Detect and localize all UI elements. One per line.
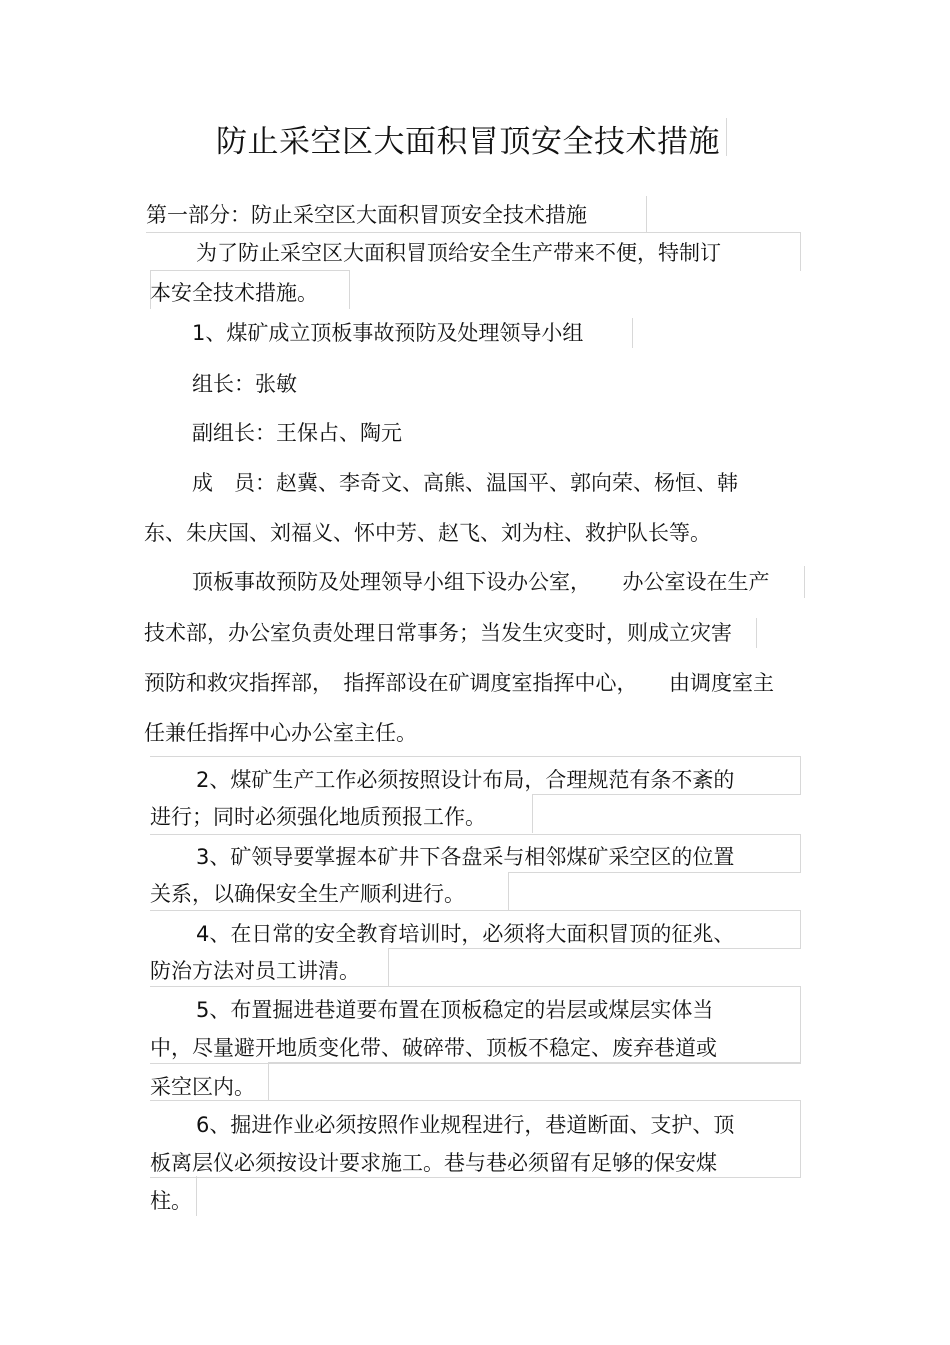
item-line: 柱。 (150, 1189, 192, 1213)
office-line: 任兼任指挥中心办公室主任。 (144, 721, 417, 745)
members-line: 成 员：赵冀、李奇文、高熊、温国平、郭向荣、杨恒、韩 (192, 471, 738, 495)
office-line: 顶板事故预防及处理领导小组下设办公室， 办公室设在生产 (192, 570, 770, 594)
document-title: 防止采空区大面积冒顶安全技术措施 (216, 124, 720, 160)
scan-frame (388, 948, 801, 987)
scan-frame (508, 872, 801, 911)
scan-frame (196, 1176, 207, 1216)
item-line: 3、矿领导要掌握本矿井下各盘采与相邻煤矿采空区的位置 (196, 845, 735, 869)
part-heading: 第一部分：防止采空区大面积冒顶安全技术措施 (146, 203, 587, 227)
item-line: 板离层仪必须按设计要求施工。巷与巷必须留有足够的保安煤 (150, 1151, 717, 1175)
intro-line: 为了防止采空区大面积冒顶给安全生产带来不便，特制订 (196, 241, 721, 265)
intro-line: 本安全技术措施。 (150, 281, 318, 305)
office-line: 预防和救灾指挥部， 指挥部设在矿调度室指挥中心， 由调度室主 (144, 671, 774, 695)
scan-frame (268, 1062, 801, 1101)
deputy-line: 副组长：王保占、陶元 (192, 421, 402, 445)
item-line: 5、布置掘进巷道要布置在顶板稳定的岩层或煤层实体当 (196, 998, 714, 1022)
scan-frame (532, 794, 801, 833)
item-line: 6、掘进作业必须按照作业规程进行，巷道断面、支护、顶 (196, 1113, 735, 1137)
item-line: 2、煤矿生产工作必须按照设计布局，合理规范有条不紊的 (196, 768, 735, 792)
item-line: 防治方法对员工讲清。 (150, 959, 360, 983)
item-line: 关系，以确保安全生产顺利进行。 (150, 882, 465, 906)
item-line: 4、在日常的安全教育培训时，必须将大面积冒顶的征兆、 (196, 922, 735, 946)
item-line: 采空区内。 (150, 1075, 255, 1099)
leader-line: 组长：张敏 (192, 372, 297, 396)
section-heading: 1、煤矿成立顶板事故预防及处理领导小组 (192, 321, 584, 345)
office-line: 技术部，办公室负责处理日常事务；当发生灾变时，则成立灾害 (144, 621, 732, 645)
item-line: 进行；同时必须强化地质预报工作。 (150, 805, 486, 829)
item-line: 中，尽量避开地质变化带、破碎带、顶板不稳定、废弃巷道或 (150, 1036, 717, 1060)
members-line: 东、朱庆国、刘福义、怀中芳、赵飞、刘为柱、救护队长等。 (144, 521, 711, 545)
